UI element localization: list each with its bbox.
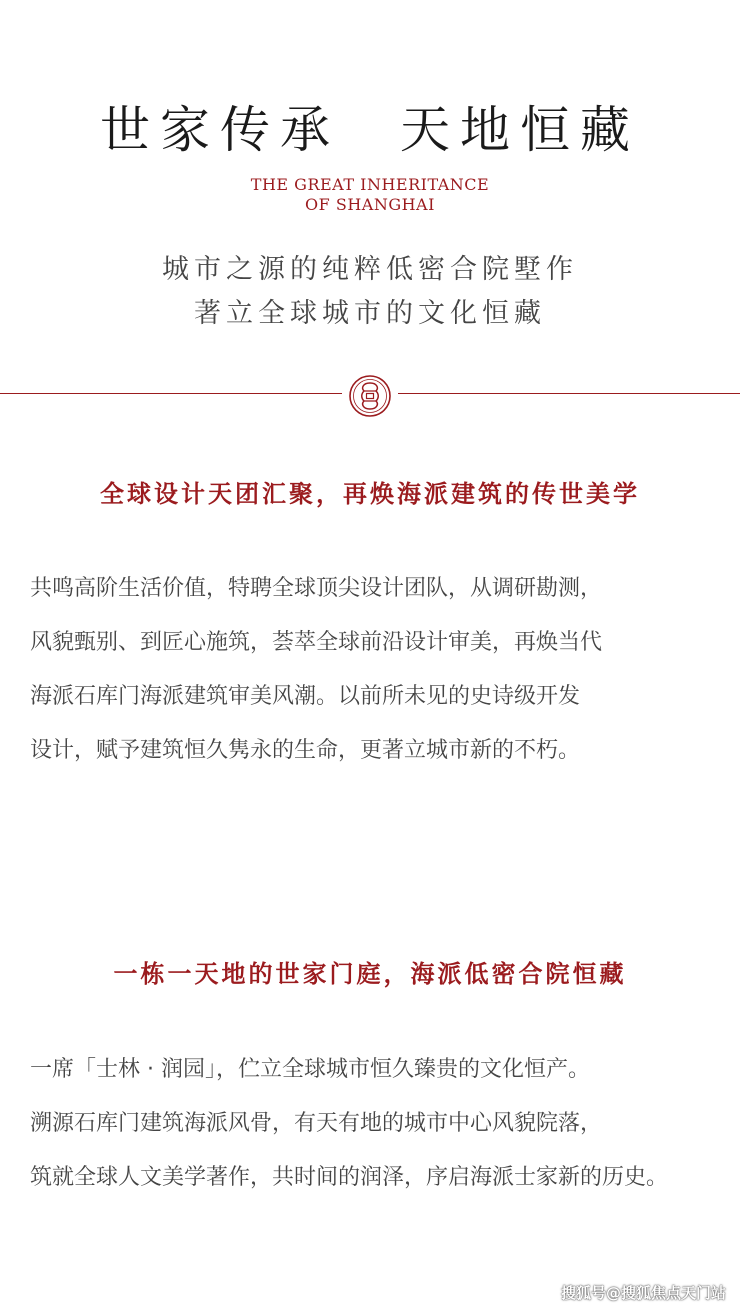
section-1-heading: 全球设计天团汇聚，再焕海派建筑的传世美学 — [100, 480, 640, 508]
english-subtitle-line-2: OF SHANGHAI — [305, 195, 435, 214]
tagline-line-1: 城市之源的纯粹低密合院墅作 — [162, 254, 578, 285]
section-1-body — [30, 562, 720, 778]
section-1-line-2: 风貌甄别、到匠心施筑，荟萃全球前沿设计审美，再焕当代 — [30, 630, 603, 655]
divider-right — [398, 393, 740, 394]
source-watermark: 搜狐号@搜狐焦点天门站 — [560, 1284, 726, 1302]
section-2-line-1: 一席「士林 · 润园」，伫立全球城市恒久臻贵的文化恒产。 — [30, 1057, 590, 1082]
page-title: 世家传承 天地恒藏 — [100, 101, 640, 159]
ornament-emblem-icon — [348, 374, 392, 418]
section-1-line-1: 共鸣高阶生活价值，特聘全球顶尖设计团队，从调研勘测， — [30, 576, 603, 601]
section-2-heading: 一栋一天地的世家门庭，海派低密合院恒藏 — [113, 960, 627, 988]
tagline-line-2: 著立全球城市的文化恒藏 — [194, 298, 546, 329]
section-1-line-3: 海派石库门海派建筑审美风潮。以前所未见的史诗级开发 — [30, 684, 581, 709]
section-2-body — [30, 1043, 720, 1205]
english-subtitle-line-1: THE GREAT INHERITANCE — [250, 175, 490, 194]
divider-left — [0, 393, 342, 394]
section-2-line-2: 溯源石库门建筑海派风骨，有天有地的城市中心风貌院落， — [30, 1111, 603, 1136]
section-1-line-4: 设计，赋予建筑恒久隽永的生命，更著立城市新的不朽。 — [30, 738, 581, 763]
section-2-line-3: 筑就全球人文美学著作，共时间的润泽，序启海派士家新的历史。 — [30, 1165, 669, 1190]
